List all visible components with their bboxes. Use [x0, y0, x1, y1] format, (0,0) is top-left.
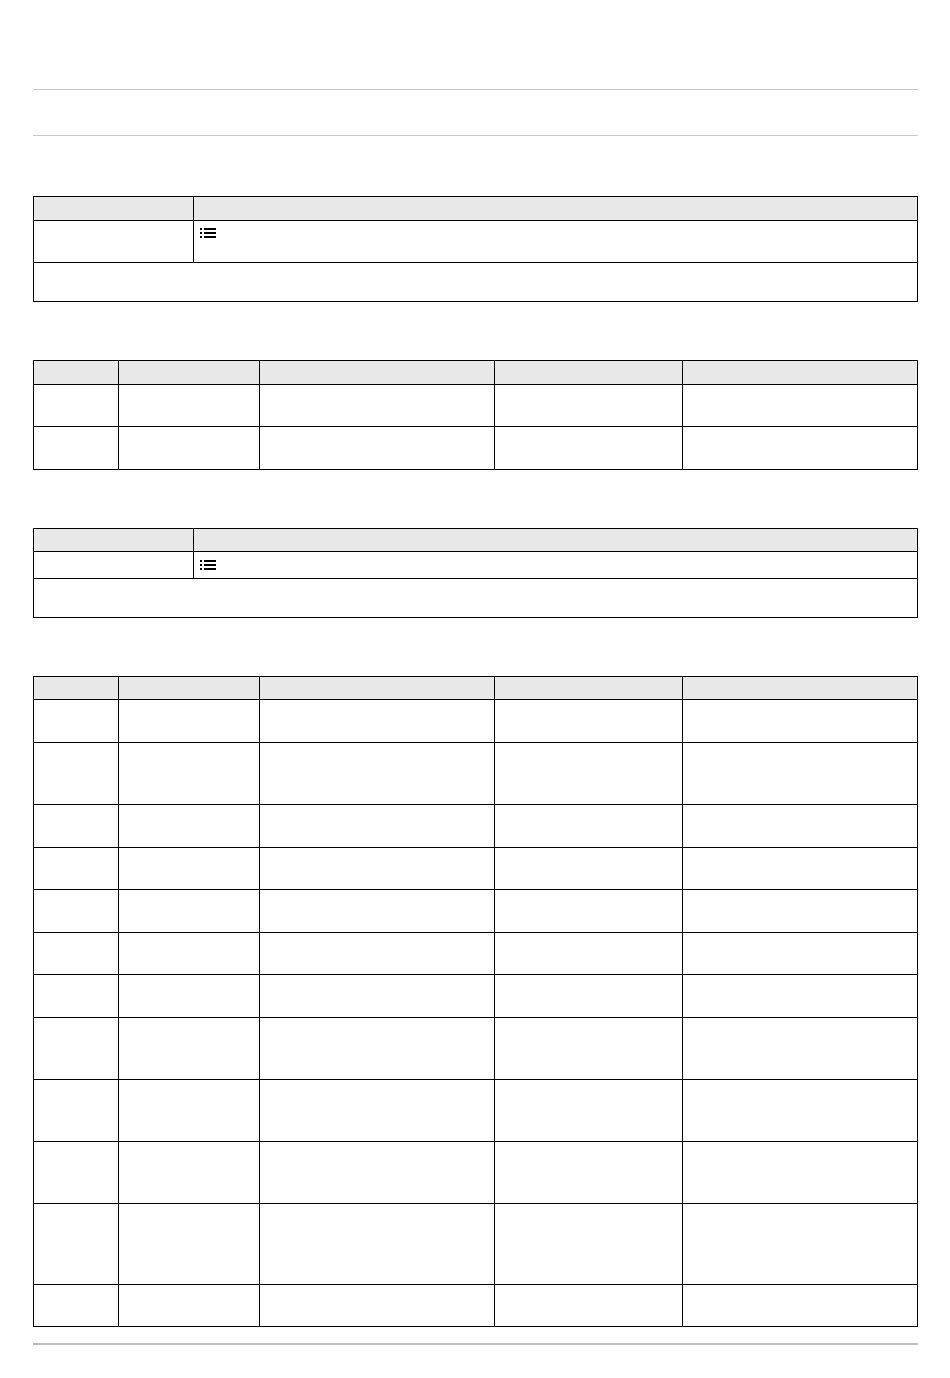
column-header	[119, 677, 260, 700]
table-cell	[260, 890, 495, 933]
table-cell	[119, 1142, 260, 1204]
table-cell	[119, 848, 260, 890]
table-cell	[683, 890, 918, 933]
info-table-2-row-value	[194, 552, 918, 579]
column-header	[260, 677, 495, 700]
info-table-2-header-value	[194, 529, 918, 552]
table-cell	[260, 427, 495, 470]
table-cell	[495, 1142, 683, 1204]
table-row	[34, 1285, 918, 1327]
table-cell	[260, 1018, 495, 1080]
table-row	[34, 743, 918, 805]
table-cell	[683, 743, 918, 805]
table-row	[34, 890, 918, 933]
info-table-2-header-label	[34, 529, 194, 552]
table-cell	[119, 933, 260, 975]
table-cell	[683, 848, 918, 890]
list-icon[interactable]	[200, 228, 216, 238]
data-table-1	[33, 360, 918, 470]
table-cell	[34, 1285, 119, 1327]
table-cell	[683, 385, 918, 427]
table-cell	[34, 848, 119, 890]
column-header	[495, 361, 683, 385]
table-cell	[260, 743, 495, 805]
table-cell	[683, 427, 918, 470]
info-table-2-row-label	[34, 552, 194, 579]
header-rule-top	[33, 89, 918, 90]
table-cell	[34, 1080, 119, 1142]
table-cell	[495, 700, 683, 743]
table-cell	[495, 933, 683, 975]
table-cell	[119, 1080, 260, 1142]
table-cell	[495, 805, 683, 848]
table-cell	[495, 890, 683, 933]
table-cell	[260, 1204, 495, 1285]
table-cell	[34, 743, 119, 805]
table-cell	[260, 975, 495, 1018]
table-cell	[34, 890, 119, 933]
table-header-row	[34, 361, 918, 385]
table-cell	[495, 1285, 683, 1327]
info-table-1-row-value	[194, 221, 918, 263]
table-cell	[119, 1204, 260, 1285]
table-cell	[260, 700, 495, 743]
table-cell	[683, 1018, 918, 1080]
table-cell	[119, 427, 260, 470]
table-row	[34, 805, 918, 848]
table-cell	[119, 890, 260, 933]
table-row	[34, 1018, 918, 1080]
data-table-2	[33, 676, 918, 1327]
table-cell	[34, 1142, 119, 1204]
table-cell	[119, 805, 260, 848]
footer-rule	[33, 1343, 918, 1345]
table-cell	[34, 933, 119, 975]
table-cell	[260, 848, 495, 890]
table-cell	[260, 1080, 495, 1142]
table-cell	[34, 805, 119, 848]
info-table-2	[33, 528, 918, 618]
table-cell	[495, 385, 683, 427]
column-header	[683, 677, 918, 700]
table-row	[34, 1204, 918, 1285]
table-cell	[495, 1018, 683, 1080]
table-cell	[260, 385, 495, 427]
table-cell	[495, 427, 683, 470]
table-cell	[495, 743, 683, 805]
table-cell	[495, 1204, 683, 1285]
table-cell	[119, 700, 260, 743]
column-header	[34, 361, 119, 385]
table-cell	[683, 1285, 918, 1327]
info-table-1-header-label	[34, 197, 194, 221]
table-cell	[495, 848, 683, 890]
column-header	[119, 361, 260, 385]
table-cell	[260, 933, 495, 975]
column-header	[683, 361, 918, 385]
table-cell	[260, 805, 495, 848]
table-row	[34, 1142, 918, 1204]
table-row	[34, 933, 918, 975]
table-cell	[34, 427, 119, 470]
table-cell	[683, 805, 918, 848]
table-cell	[34, 385, 119, 427]
info-table-1-row-label	[34, 221, 194, 263]
list-icon[interactable]	[200, 560, 216, 570]
table-cell	[119, 1285, 260, 1327]
table-row	[34, 385, 918, 427]
info-table-1-footer	[34, 263, 918, 302]
info-table-1-header-value	[194, 197, 918, 221]
table-cell	[683, 1204, 918, 1285]
table-row	[34, 1080, 918, 1142]
table-cell	[119, 385, 260, 427]
table-cell	[34, 1018, 119, 1080]
table-cell	[119, 743, 260, 805]
info-table-2-footer	[34, 579, 918, 618]
table-row	[34, 427, 918, 470]
table-cell	[683, 933, 918, 975]
table-cell	[683, 700, 918, 743]
column-header	[260, 361, 495, 385]
table-cell	[683, 1142, 918, 1204]
info-table-1	[33, 196, 918, 302]
table-row	[34, 700, 918, 743]
table-row	[34, 975, 918, 1018]
table-cell	[683, 1080, 918, 1142]
table-cell	[119, 1018, 260, 1080]
table-cell	[34, 975, 119, 1018]
table-cell	[34, 1204, 119, 1285]
column-header	[34, 677, 119, 700]
table-cell	[260, 1142, 495, 1204]
table-cell	[119, 975, 260, 1018]
header-rule-bottom	[33, 135, 918, 136]
table-cell	[260, 1285, 495, 1327]
table-cell	[683, 975, 918, 1018]
table-header-row	[34, 677, 918, 700]
table-row	[34, 848, 918, 890]
table-cell	[495, 1080, 683, 1142]
column-header	[495, 677, 683, 700]
table-cell	[34, 700, 119, 743]
table-cell	[495, 975, 683, 1018]
